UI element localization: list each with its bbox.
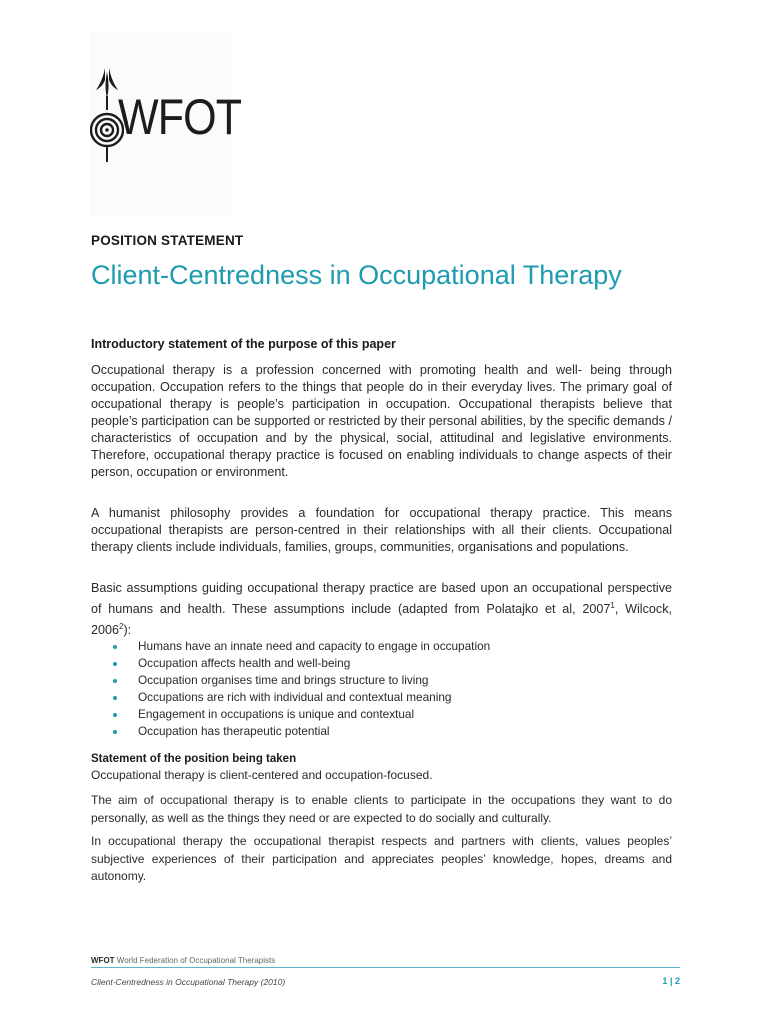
- list-item-text: Occupation organises time and brings structure to living: [138, 673, 429, 687]
- bullet-icon: [113, 645, 117, 649]
- document-kicker: POSITION STATEMENT: [91, 233, 244, 248]
- list-item-text: Engagement in occupations is unique and contextual: [138, 707, 415, 721]
- bullet-icon: [113, 713, 117, 717]
- page-current: 1: [662, 976, 668, 986]
- list-item: [113, 638, 490, 655]
- paragraph-assumptions: [91, 580, 672, 639]
- bullet-icon: [113, 662, 117, 666]
- logo-wordmark: WFOT: [118, 89, 242, 145]
- page-number: [640, 976, 680, 986]
- bullet-icon: [113, 730, 117, 734]
- footer-document-title: Client-Centredness in Occupational Therapy (2010): [91, 977, 286, 987]
- list-item: [113, 723, 490, 740]
- paragraph-profession: Occupational therapy is a profession concerned with promoting health and well- being through occupation. Occupation refers to the things that people do in their everyday lives. The primary goal of occupational therapy is people’s participation in occupation. Occupational therapists believe that people’s participation can be supported or restricted by their personal abilities, by the specific demands / characteristics of occupation and by the physical, social, attitudinal and legislative environments. Therefore, occupational therapy practice is focused on enabling individuals to change aspects of their person, occupation or environment.: [91, 363, 672, 479]
- list-item: [113, 672, 490, 689]
- paragraph-humanist: A humanist philosophy provides a foundation for occupational therapy practice. This means occupational therapists are person-centred in their relationships with all their clients. Occupational therapy clients include individuals, families, groups, communities, organisations and populations.: [91, 506, 672, 554]
- reference-superscript-1: 1: [610, 601, 615, 610]
- list-item-text: Occupation affects health and well-being: [138, 656, 351, 670]
- footer-org-name: World Federation of Occupational Therapists: [116, 956, 276, 965]
- list-item-text: Humans have an innate need and capacity to engage in occupation: [138, 639, 491, 653]
- reference-superscript-2: 2: [119, 622, 124, 632]
- page-total: 2: [674, 976, 680, 986]
- footer-brand: WFOT: [91, 956, 115, 965]
- page-separator: |: [669, 976, 673, 986]
- list-item-text: Occupations are rich with individual and contextual meaning: [138, 690, 452, 704]
- statement-heading: Statement of the position being taken: [91, 753, 297, 765]
- list-item: [113, 689, 490, 706]
- assumptions-text-part1: Basic assumptions guiding occupational therapy practice are based upon an occupational perspective of humans and health. These assumptions include (adapted from Polatajko et al, 2007: [91, 581, 672, 617]
- bullet-icon: [113, 679, 117, 683]
- document-title: Client-Centredness in Occupational Therapy: [91, 260, 622, 290]
- intro-heading: Introductory statement of the purpose of this paper: [91, 337, 396, 351]
- logo-area: [90, 32, 242, 216]
- list-item: [113, 655, 490, 672]
- statement-paragraph-aim: The aim of occupational therapy is to enable clients to participate in the occupations they want to do personally, as well as the things they need or are expected to do socially and culturally.: [91, 793, 672, 825]
- footer-organization: [91, 956, 275, 965]
- assumptions-list: [113, 638, 490, 740]
- assumptions-text-part2: , Wilcock, 2006: [91, 602, 672, 638]
- statement-paragraph-client-centered: Occupational therapy is client-centered and occupation-focused.: [91, 768, 433, 782]
- bullet-icon: [113, 696, 117, 700]
- assumptions-text-part3: ):: [123, 623, 132, 638]
- list-item-text: Occupation has therapeutic potential: [138, 724, 330, 738]
- footer-divider: [91, 967, 680, 968]
- list-item: [113, 706, 490, 723]
- statement-paragraph-respect: In occupational therapy the occupational therapist respects and partners with clients, values peoples’ subjective experiences of their participation and appreciates peoples’ knowledge, hopes, dreams and autonomy.: [91, 834, 672, 883]
